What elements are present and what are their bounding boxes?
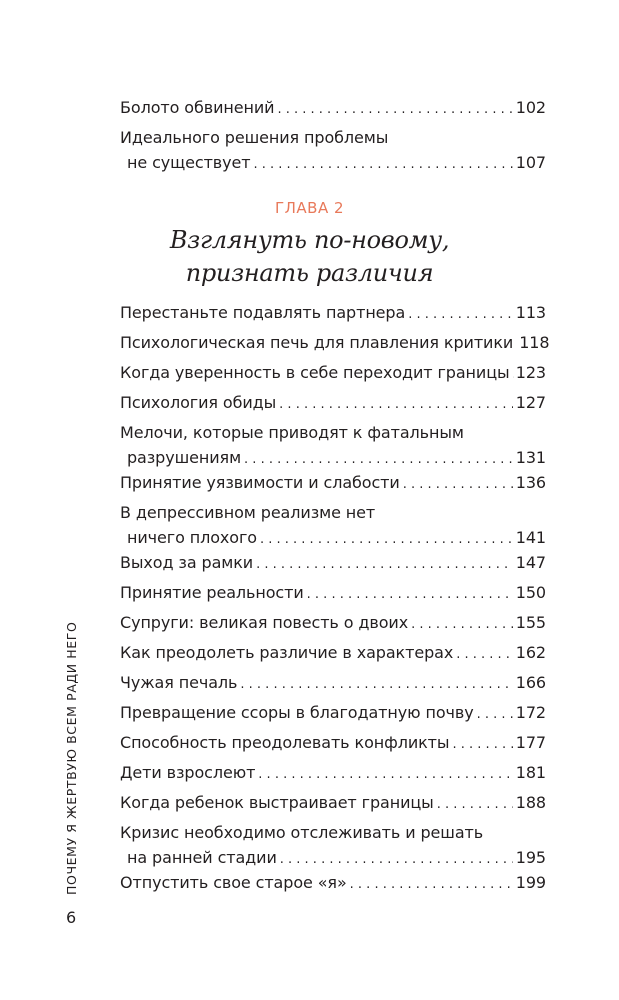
dot-leader [256,552,513,577]
dot-leader [240,672,512,697]
toc-entry-title: Чужая печаль [120,673,238,692]
toc-entry-title: Супруги: великая повесть о двоих [120,613,409,632]
toc-entry-title: Психология обиды [120,393,277,412]
toc-entry-title: Кризис необходимо отслеживать и решать [120,823,484,842]
toc-entry [120,870,546,897]
toc-entry-title: не существует [127,153,251,172]
dot-leader [280,847,513,872]
toc-entry-title: Перестаньте подавлять партнера [120,303,406,322]
toc-entry-title: ничего плохого [127,528,257,547]
toc-entry-page: 123 [515,363,546,382]
toc-entry-page: 113 [515,303,546,322]
dot-leader [452,732,512,757]
dot-leader [456,642,513,667]
toc-entry-title: Выход за рамки [120,553,254,572]
dot-leader [307,582,513,607]
chapter-label: ГЛАВА 2 [274,199,345,217]
toc-entry-page: 127 [515,393,546,412]
toc-entry [120,730,546,757]
dot-leader [258,762,512,787]
toc-entry-page: 181 [515,763,546,782]
toc-entry-page: 155 [515,613,546,632]
dot-leader [279,392,513,417]
toc-entry-page: 141 [515,528,546,547]
toc-entry [120,95,546,122]
dot-leader [437,792,513,817]
toc-entry-page: 107 [515,153,546,172]
chapter-title-line-1: Взглянуть по-новому, [169,226,450,254]
toc-entry [120,125,546,177]
toc-entry [120,420,546,472]
toc-entry-title: Когда уверенность в себе переходит границы [120,363,510,382]
toc-entry [120,390,546,417]
dot-leader [253,152,512,177]
toc-entry-page: 131 [515,448,546,467]
toc-entry-page: 199 [515,873,546,892]
dot-leader [477,702,513,727]
toc-entry-title: Как преодолеть различие в характерах [120,643,454,662]
toc-entry-page: 177 [515,733,546,752]
dot-leader [411,612,513,637]
toc-entry-title: на ранней стадии [127,848,277,867]
toc-entry-title: Идеального решения проблемы [120,128,389,147]
toc-entry-title: Психологическая печь для плавления критики [120,333,514,352]
toc-entry-title: В депрессивном реализме нет [120,503,376,522]
toc-entry [120,640,546,667]
toc-entry [120,700,546,727]
toc-entry-page: 118 [519,333,550,352]
dot-leader [350,872,513,897]
chapter-title [0,224,619,290]
toc-entry [120,610,546,637]
toc-entry-page: 102 [515,98,546,117]
toc-entry-title: Отпустить свое старое «я» [120,873,347,892]
toc-entry [120,790,546,817]
toc-entry-page: 166 [515,673,546,692]
running-title: ПОЧЕМУ Я ЖЕРТВУЮ ВСЕМ РАДИ НЕГО [64,621,79,895]
toc-entry [120,470,546,497]
toc-entry [120,670,546,697]
toc-entry-page: 188 [515,793,546,812]
dot-leader [408,302,513,327]
toc-entry-page: 147 [515,553,546,572]
toc-entry-page: 195 [515,848,546,867]
toc-entry-title: Способность преодолевать конфликты [120,733,450,752]
page-number: 6 [66,908,77,927]
toc-entry-title: Превращение ссоры в благодатную почву [120,703,474,722]
toc-entry-title: Дети взрослеют [120,763,256,782]
toc-entry-title: разрушениям [127,448,242,467]
toc-entry [120,300,546,327]
toc-entry-title: Мелочи, которые приводят к фатальным [120,423,464,442]
toc-entry-title: Принятие уязвимости и слабости [120,473,400,492]
dot-leader [260,527,513,552]
dot-leader [244,447,513,472]
toc-entry [120,330,550,357]
toc-entry-page: 136 [515,473,546,492]
toc-entry-page: 172 [515,703,546,722]
chapter-title-line-2: признать различия [185,259,434,287]
toc-entry [120,360,546,387]
dot-leader [277,97,512,122]
toc-entry-title: Болото обвинений [120,98,275,117]
toc-entry-page: 150 [515,583,546,602]
toc-entry [120,500,546,552]
toc-entry [120,820,546,872]
toc-entry-title: Когда ребенок выстраивает границы [120,793,434,812]
dot-leader [403,472,513,497]
toc-entry [120,580,546,607]
toc-entry [120,550,546,577]
toc-entry-page: 162 [515,643,546,662]
toc-entry-title: Принятие реальности [120,583,304,602]
toc-entry [120,760,546,787]
